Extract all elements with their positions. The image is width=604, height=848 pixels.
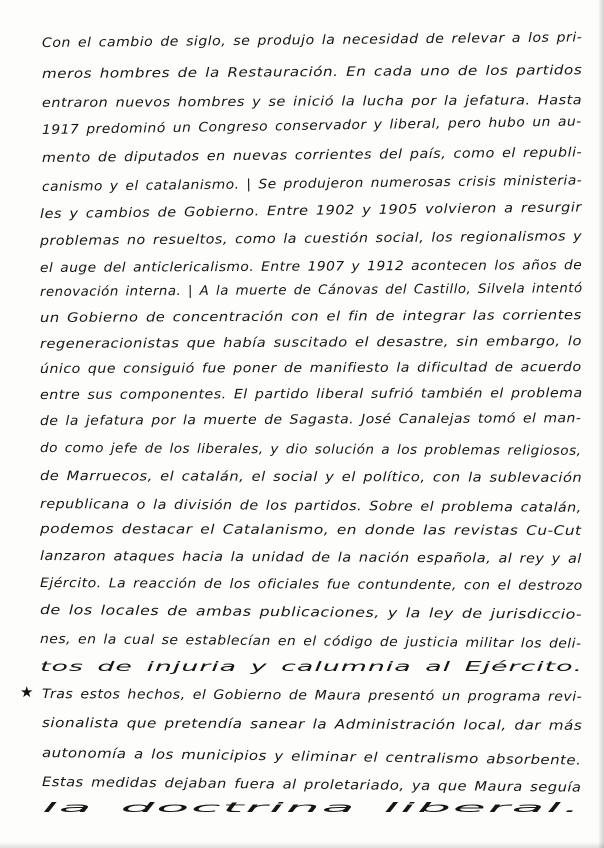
text-line: 1917 predominó un Congreso conservador y liberal, pero hubo un au- [41,114,582,138]
text-line: de Marruecos, el catalán, el social y el político, con la sublevación [39,469,583,486]
page-edge-shadow [598,0,604,848]
text-line: regeneracionistas que había suscitado el desastre, sin embargo, lo [39,334,582,352]
text-line: Con el cambio de siglo, se produjo la necesidad de relevar a los pri- [41,30,583,51]
text-line: el auge del anticlericalismo. Entre 1907 y 1912 acontecen los años de [39,258,583,276]
page-bottom-shadow [0,842,604,848]
text-line: Estas medidas dejaban fuera al proletariado, ya que Maura seguía [41,775,582,796]
text-line: entraron nuevos hombres y se inició la lucha por la jefatura. Hasta [41,93,583,111]
text-line: podemos destacar el Catalanismo, en donde las revistas Cu-Cut [39,522,582,539]
text-line: renovación interna. | A la muerte de Cánovas del Castillo, Silvela intentó [39,281,583,300]
text-line: nes, en la cual se establecían en el código de justicia militar los deli- [39,632,582,652]
text-line: autonomía a los municipios y eliminar el centralismo absorbente. [41,746,582,769]
text-line: Ejército. La reacción de los oficiales fue contundente, con el destrozo [39,576,583,594]
text-line: único que consiguió fue poner de manifiesto la dificultad de acuerdo [39,360,582,377]
text-line: mento de diputados en nuevas corrientes del país, como el republi- [41,145,583,166]
star-bullet-icon: ★ [20,683,34,701]
text-line: do como jefe de los liberales, y dio solución a los problemas religiosos, [39,441,582,459]
text-line: entre sus componentes. El partido liberal sufrió también el problema [39,386,583,403]
text-line: republicana o la división de los partidos. Sobre el problema catalán, [39,497,582,516]
text-line: les y cambios de Gobierno. Entre 1902 y 1905 volvieron a resurgir [39,200,582,222]
text-line: tos de injuria y calumnia al Ejército. [40,660,583,675]
text-line: de los locales de ambas publicaciones, y la ley de jurisdiccio- [39,603,583,623]
text-line: Tras estos hechos, el Gobierno de Maura presentó un programa revi- [41,687,583,705]
text-line: problemas no resueltos, como la cuestión social, los regionalismos y [39,229,583,249]
text-line: un Gobierno de concentración con el fin de integrar las corrientes [39,308,582,326]
text-line: de la jefatura por la muerte de Sagasta. José Canalejas tomó el man- [39,411,582,429]
text-line: meros hombres de la Restauración. En cada uno de los partidos [41,63,583,82]
text-line: canismo y el catalanismo. | Se produjeron numerosas crisis ministeria- [41,173,583,195]
text-line: sionalista que pretendía sanear la Administración local, dar más [41,716,583,734]
text-line: la doctrina liberal. [42,801,582,816]
text-line: lanzaron ataques hacia la unidad de la nación española, al rey y al [39,549,582,567]
